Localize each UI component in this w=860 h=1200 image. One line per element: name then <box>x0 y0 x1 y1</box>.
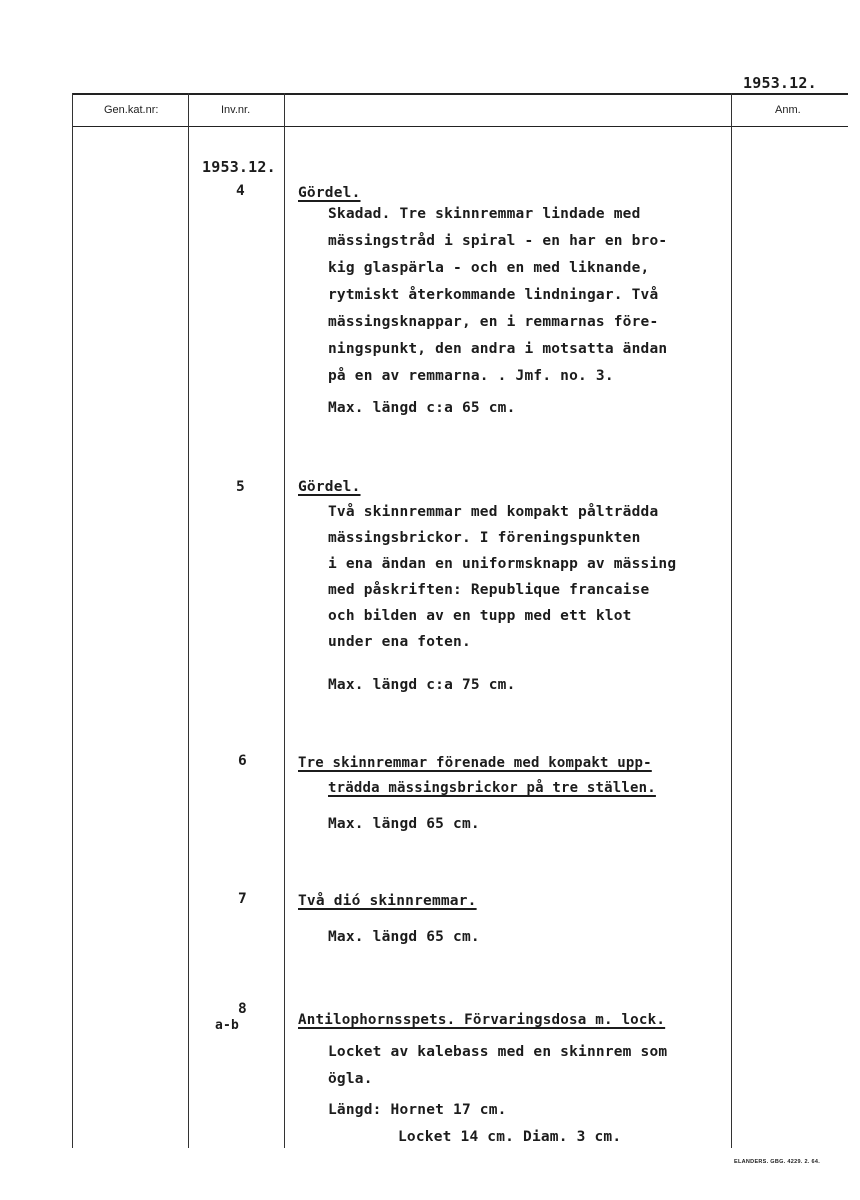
entry-measure: Max. längd c:a 65 cm. <box>328 400 516 416</box>
column-divider-left <box>72 93 73 1148</box>
entry-title: Antilophornsspets. Förvaringsdosa m. lock. <box>298 1012 666 1028</box>
entry-measure: Max. längd 65 cm. <box>328 929 480 945</box>
entry-title: Gördel. <box>298 479 361 495</box>
entry-title-line: trädda mässingsbrickor på tre ställen. <box>328 780 656 796</box>
column-divider-desc-anm <box>731 93 732 1148</box>
header-gen-kat-nr: Gen.kat.nr: <box>104 104 159 116</box>
entry-title: Gördel. <box>298 185 361 201</box>
entry-line: på en av remmarna. . Jmf. no. 3. <box>328 368 614 384</box>
entry-measure-line: Locket 14 cm. Diam. 3 cm. <box>398 1129 622 1145</box>
entry-line: mässingstråd i spiral - en har en bro- <box>328 233 668 249</box>
inv-number: 8 <box>238 1001 247 1017</box>
entry-line: under ena foten. <box>328 634 471 650</box>
entry-line: mässingsknappar, en i remmarnas före- <box>328 314 659 330</box>
column-divider-inv-desc <box>284 93 285 1148</box>
entry-line: ningspunkt, den andra i motsatta ändan <box>328 341 668 357</box>
entry-measure: Max. längd 65 cm. <box>328 816 480 832</box>
entry-line: rytmiskt återkommande lindningar. Två <box>328 287 659 303</box>
entry-measure: Max. längd c:a 75 cm. <box>328 677 516 693</box>
entry-line: Två skinnremmar med kompakt pålträdda <box>328 504 659 520</box>
header-anm: Anm. <box>775 104 801 116</box>
printer-imprint: ELANDERS. GBG. 4229. 2. 64. <box>734 1159 821 1165</box>
entry-line: Locket av kalebass med en skinnrem som <box>328 1044 668 1060</box>
inv-number: 6 <box>238 753 247 769</box>
top-reference-number: 1953.12. <box>743 74 817 92</box>
entry-title-line: Tre skinnremmar förenade med kompakt upp- <box>298 755 652 771</box>
entry-measure-line: Längd: Hornet 17 cm. <box>328 1102 507 1118</box>
entry-title: Två dió skinnremmar. <box>298 893 477 909</box>
inv-number: 4 <box>236 183 245 199</box>
entry-line: Skadad. Tre skinnremmar lindade med <box>328 206 641 222</box>
entry-line: med påskriften: Republique francaise <box>328 582 650 598</box>
entry-line: i ena ändan en uniformsknapp av mässing <box>328 556 677 572</box>
series-reference: 1953.12. <box>202 158 276 176</box>
inv-number: 7 <box>238 891 247 907</box>
entry-line: mässingsbrickor. I föreningspunkten <box>328 530 641 546</box>
inv-subnumber: a-b <box>215 1018 240 1033</box>
entry-line: och bilden av en tupp med ett klot <box>328 608 632 624</box>
inv-number: 5 <box>236 479 245 495</box>
entry-line: ögla. <box>328 1071 373 1087</box>
entry-line: kig glaspärla - och en med liknande, <box>328 260 650 276</box>
column-divider-gen-inv <box>188 93 189 1148</box>
header-inv-nr: Inv.nr. <box>221 104 251 116</box>
